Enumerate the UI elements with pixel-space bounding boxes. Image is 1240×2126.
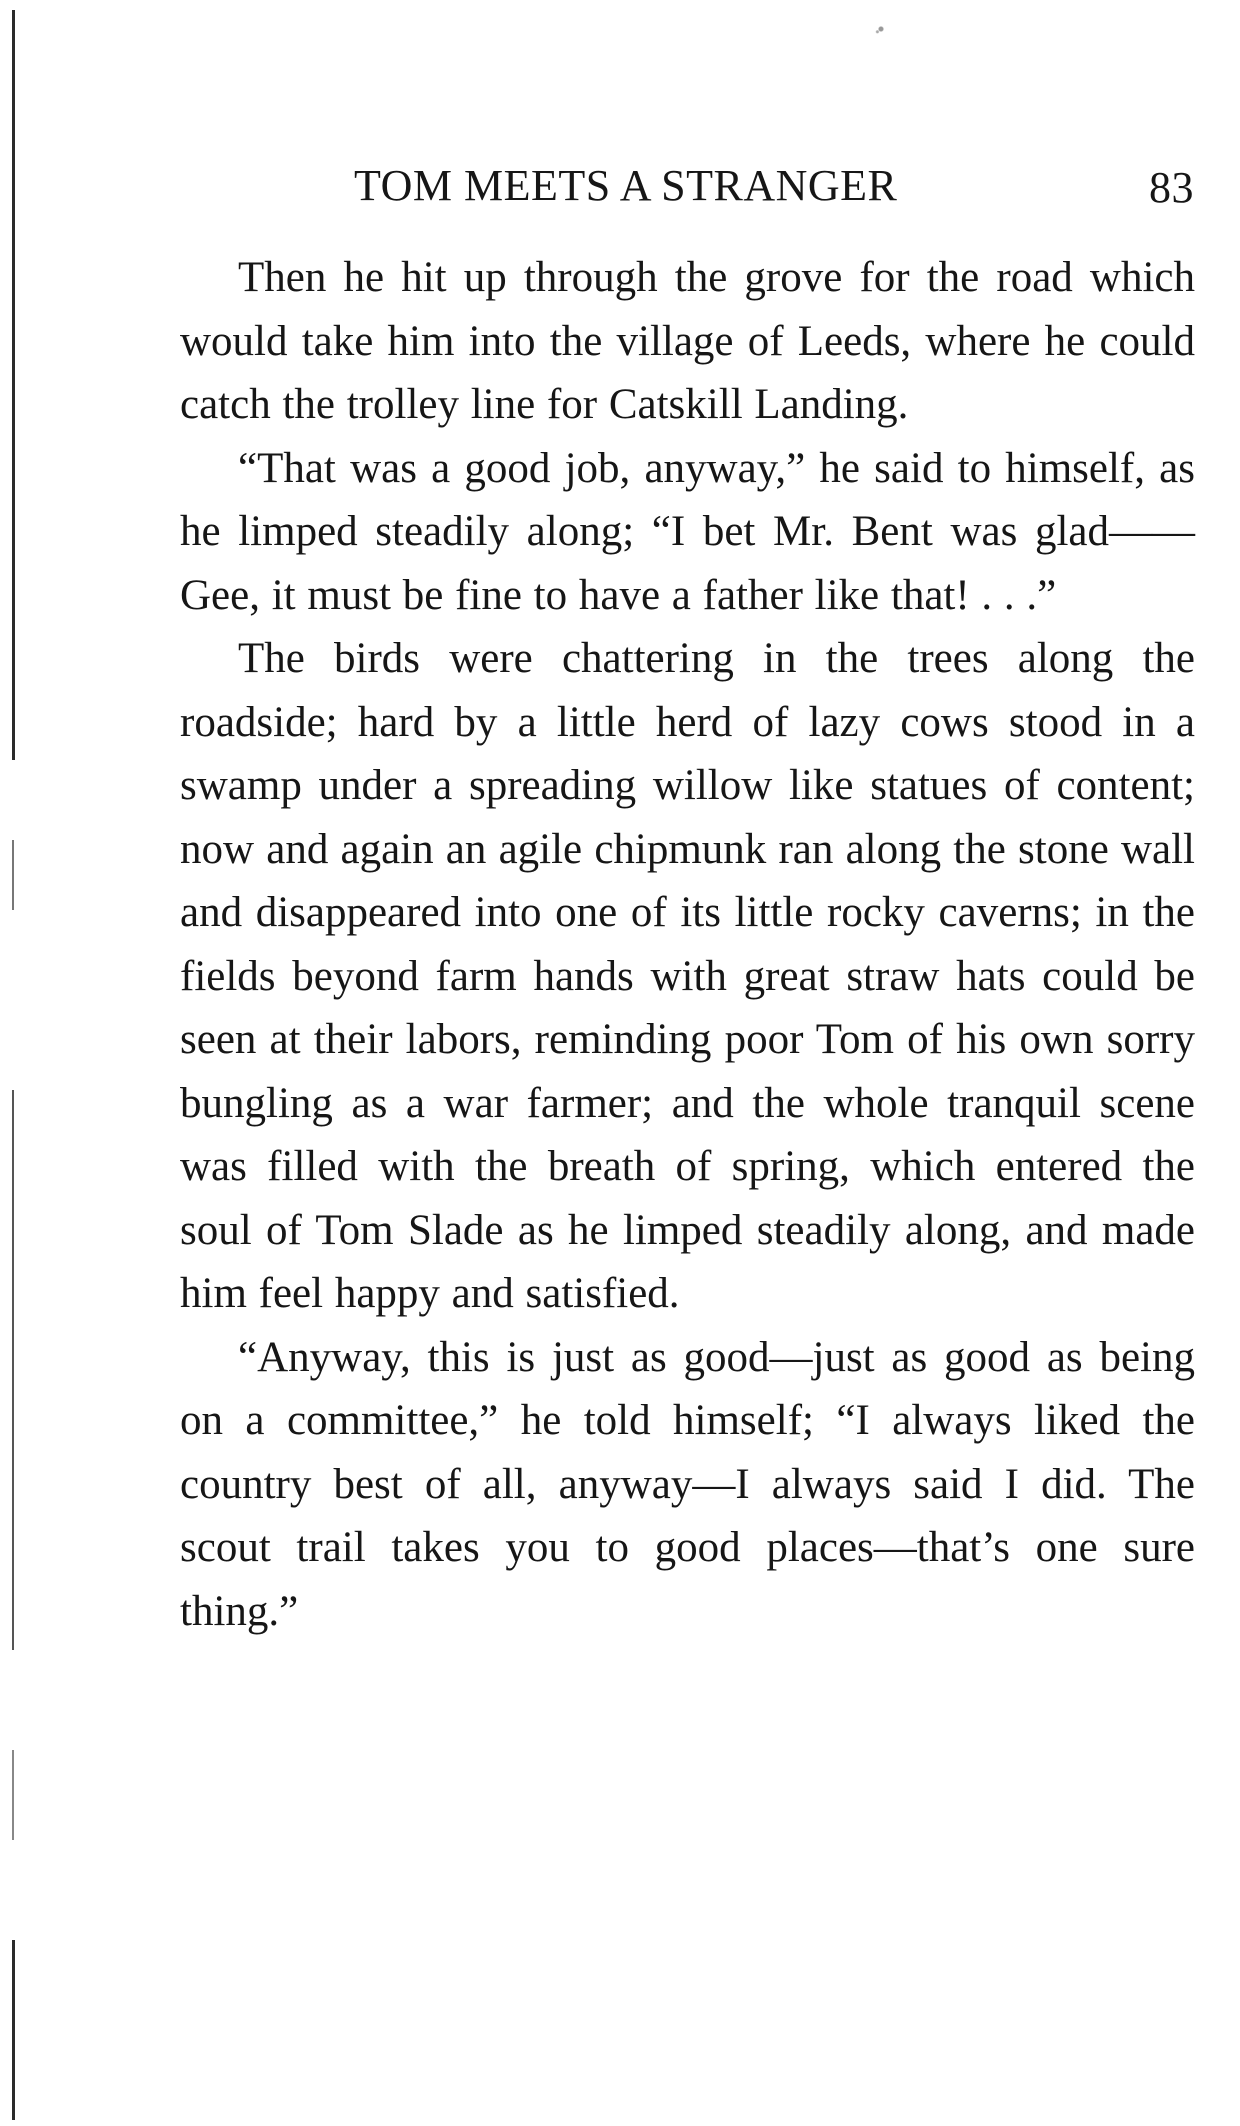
scan-speck	[872, 22, 890, 36]
running-header	[340, 160, 1200, 220]
scan-gutter-edge	[12, 1090, 14, 1650]
scan-gutter-edge	[12, 1940, 15, 2120]
paragraph: The birds were chattering in the trees along the roadside; hard by a little herd of lazy cows stood in a swamp under a spreading willow like statues of content; now and again an agile chipmunk ran along the stone wall and disappeared into one of its little rocky caverns; in the fields beyond farm hands with great straw hats could be seen at their labors, reminding poor Tom of his own sorry bungling as a war farmer; and the whole tranquil scene was filled with the breath of spring, which entered the soul of Tom Slade as he limped steadily along, and made him feel happy and satisfied.	[180, 635, 1195, 1317]
body-text	[180, 246, 1195, 1643]
scan-gutter-edge	[12, 1750, 14, 1840]
paragraph: Then he hit up through the grove for the road which would take him into the village of Leeds, where he could catch the trolley line for Catskill Landing.	[180, 254, 1195, 428]
scan-gutter-edge	[12, 840, 14, 910]
page-number: 83	[1149, 163, 1194, 212]
paragraph: “Anyway, this is just as good—just as good as being on a committee,” he told himself; “I always liked the country best of all, anyway—I always said I did. The scout trail takes you to good places—that’s one sure thing.”	[180, 1333, 1195, 1635]
scan-gutter-edge	[12, 10, 15, 760]
running-title: TOM MEETS A STRANGER	[354, 161, 898, 210]
paragraph: “That was a good job, anyway,” he said to himself, as he limped steadily along; “I bet Mr. Bent was glad—— Gee, it must be fine to have a father like that! . . .”	[180, 444, 1195, 619]
